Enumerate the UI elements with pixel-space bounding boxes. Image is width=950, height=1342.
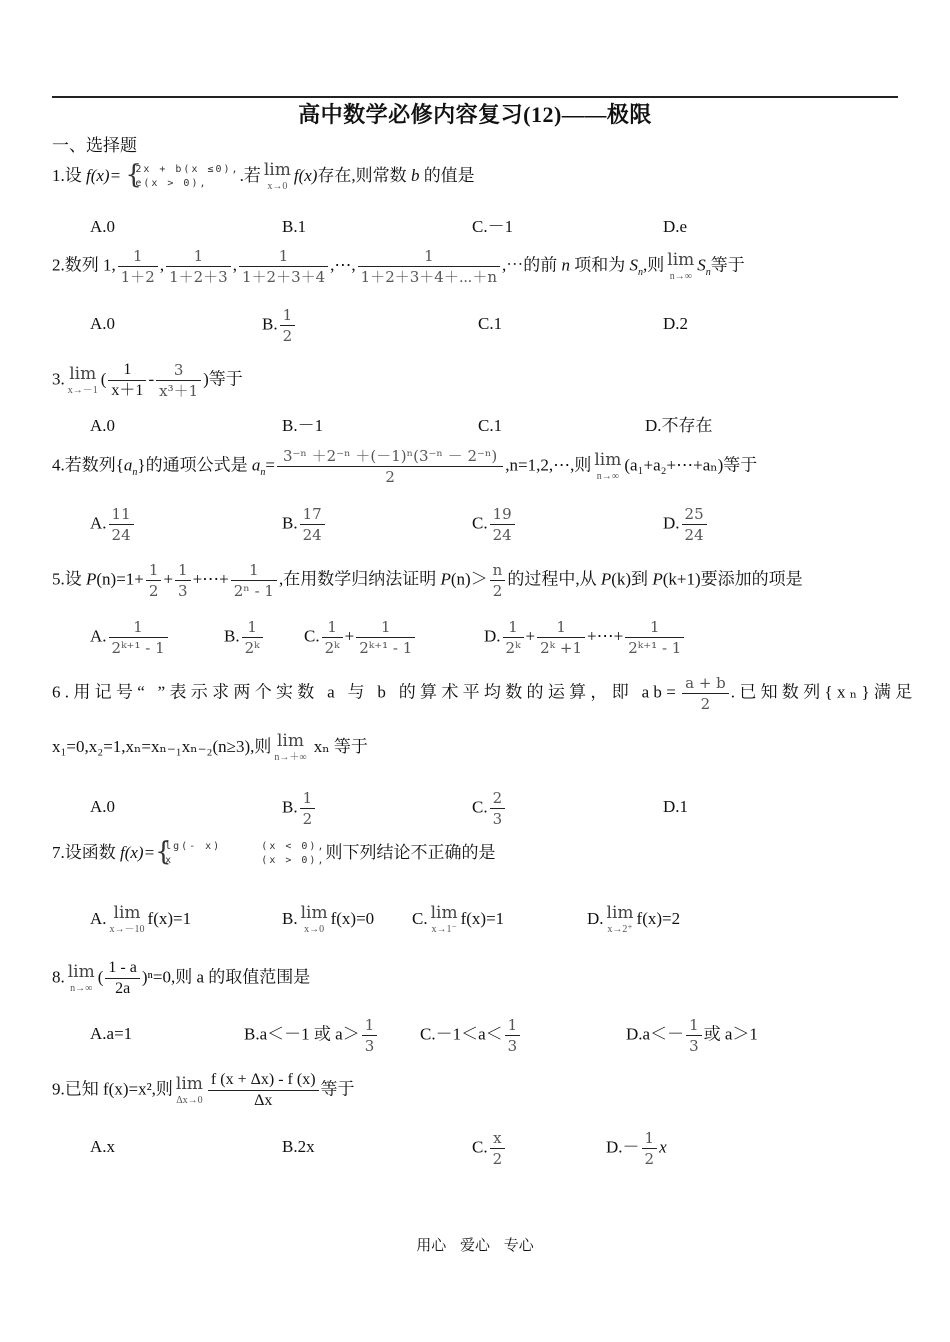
q1-option-c[interactable]: C.－1 — [472, 217, 514, 236]
q4-option-d[interactable]: D. $\frac{25}{24}$ — [663, 504, 709, 545]
fraction: $\frac{1}{1+2}$ — [118, 246, 158, 287]
q6-option-c[interactable]: C. $\frac{2}{3}$ — [472, 788, 507, 829]
q7-option-b[interactable]: B. lim x→0 f(x)=0 — [282, 903, 375, 935]
q9-option-a[interactable]: A.x — [90, 1137, 116, 1156]
piecewise-function: { lg(- x) (x < 0), x (x > 0), — [155, 840, 325, 868]
page-title: 高中数学必修内容复习(12)——极限 — [298, 102, 652, 127]
q2-option-b[interactable]: B. $\frac{1}{2}$ — [262, 305, 297, 346]
q2-option-d[interactable]: D.2 — [663, 314, 689, 333]
piecewise-function: { 2x + b(x ≤0), e(x > 0), — [125, 163, 239, 191]
limit-symbol: lim n→∞ — [667, 249, 695, 282]
fraction: $\frac{1}{1+2+3}$ — [166, 246, 231, 287]
q5-option-a[interactable]: A. $\frac{1}{\text{2ᵏ⁺¹ - 1}}$ — [90, 617, 170, 658]
question-4: 4.若数列$\{a_n\}$的通项公式是 $a_n=$ $\frac{\text{3⁻ⁿ ＋2⁻ⁿ ＋(－1)ⁿ(3⁻ⁿ － 2⁻ⁿ)}}{2}$ ,n=1,2,⋯,则 lim n→∞ (a₁+a₂+⋯+aₙ)等于 — [52, 447, 758, 486]
q6-option-d[interactable]: D.1 — [663, 797, 689, 816]
q1-option-d[interactable]: D.e — [663, 217, 688, 236]
q9-option-c[interactable]: C. $\frac{x}{2}$ — [472, 1128, 507, 1169]
q9-option-b[interactable]: B.2x — [282, 1137, 315, 1156]
q3-option-b[interactable]: B.－1 — [282, 416, 324, 435]
question-2: 2.数列 1, $\frac{1}{1+2}$ , $\frac{1}{1+2+3}$ , $\frac{1}{1+2+3+4}$ ,⋯, $\frac{1}{1+2+3+4+\cdots+n}$ ,⋯的前 n 项和为 $S_n$,则 lim n→∞ $S_n$等于 — [52, 247, 745, 286]
q3-option-d[interactable]: D.不存在 — [645, 416, 713, 435]
q5-option-c[interactable]: C. $\frac{1}{\text{2ᵏ}}$ + $\frac{1}{\text{2ᵏ⁺¹ - 1}}$ — [304, 617, 417, 658]
q8-option-c[interactable]: C.－1＜a＜ $\frac{1}{3}$ — [420, 1015, 522, 1056]
question-1: 1.设 f(x)= { 2x + b(x ≤0), e(x > 0), .若 lim x→0 f(x)存在,则常数 b 的值是 — [52, 162, 475, 192]
q6-option-a[interactable]: A.0 — [90, 797, 116, 816]
q2-option-c[interactable]: C.1 — [478, 314, 503, 333]
q1-option-a[interactable]: A.0 — [90, 217, 116, 236]
limit-symbol: lim n→∞ — [594, 449, 622, 482]
q4-option-b[interactable]: B. $\frac{17}{24}$ — [282, 504, 327, 545]
q8-option-a[interactable]: A.a=1 — [90, 1024, 133, 1043]
q5-option-d[interactable]: D. $\frac{1}{\text{2ᵏ}}$ + $\frac{1}{\text{2ᵏ +1}}$ +⋯+ $\frac{1}{\text{2ᵏ⁺¹ - 1}}$ — [484, 617, 686, 658]
question-5: 5.设 P(n)=1+ $\frac{1}{2}$ + $\frac{1}{3}$ +⋯+ $\frac{1}{\text{2ⁿ - 1}}$ ,在用数学归纳法证明 P(n)＞ $\frac{n}{2}$ 的过程中,从 P(k)到 P(k+1)要添加的项是 — [52, 561, 803, 600]
fraction: $\frac{1}{1+2+3+4+\cdots+n}$ — [358, 246, 500, 287]
limit-symbol: lim Δx→0 — [175, 1073, 203, 1106]
page-footer: 用心 爱心 专心 — [416, 1238, 534, 1254]
q8-option-d[interactable]: D.a＜－ $\frac{1}{3}$ 或 a＞1 — [626, 1016, 758, 1055]
section-heading: 一、选择题 — [52, 136, 137, 155]
q4-option-a[interactable]: A. $\frac{11}{24}$ — [90, 504, 136, 545]
q7-option-c[interactable]: C. lim x→1⁻ f(x)=1 — [412, 903, 505, 935]
q3-option-a[interactable]: A.0 — [90, 416, 116, 435]
question-7: 7.设函数 f(x)= { lg(- x) (x < 0), x (x > 0), 则下列结论不正确的是 — [52, 840, 495, 868]
limit-symbol: lim n→∞ — [67, 961, 95, 994]
question-6: 6.用记号“ ”表示求两个实数 a 与 b 的算术平均数的运算，即 ab= $\frac{a + b}{2}$ .已知数列{xₙ}满足 — [52, 674, 917, 713]
limit-symbol: lim x→－1 — [67, 363, 98, 396]
q7-option-d[interactable]: D. lim x→2⁺ f(x)=2 — [587, 903, 681, 935]
q2-option-a[interactable]: A.0 — [90, 314, 116, 333]
q3-option-c[interactable]: C.1 — [478, 416, 503, 435]
question-6-line-2: x₁=0,x₂=1,xₙ=xₙ₋₁xₙ₋₂(n≥3),则 lim n→＋∞ xₙ 等于 — [52, 731, 368, 763]
q6-option-b[interactable]: B. $\frac{1}{2}$ — [282, 788, 317, 829]
q1-option-b[interactable]: B.1 — [282, 217, 307, 236]
limit-symbol: lim x→0 — [263, 160, 291, 192]
fraction: $\frac{1}{1+2+3+4}$ — [239, 246, 328, 287]
limit-symbol: lim n→＋∞ — [274, 731, 307, 763]
question-9: 9.已知 f(x)=x²,则 lim Δx→0 $\frac{f (x + \Delta x) - f (x)}{\Delta x}$ 等于 — [52, 1071, 355, 1109]
q5-option-b[interactable]: B. $\frac{1}{\text{2ᵏ}}$ — [224, 617, 265, 658]
q8-option-b[interactable]: B.a＜－1 或 a＞ $\frac{1}{3}$ — [244, 1015, 379, 1056]
q4-option-c[interactable]: C. $\frac{19}{24}$ — [472, 504, 517, 545]
q7-option-a[interactable]: A. lim x→－10 f(x)=1 — [90, 903, 192, 935]
question-3: 3. lim x→－1 ( $\frac{1}{x+1}$ - $\frac{3}{\text{x³＋1}}$ )等于 — [52, 361, 243, 400]
q9-option-d[interactable]: D.－ $\frac{1}{2}$ x — [606, 1129, 667, 1168]
question-8: 8. lim n→∞ ( $\frac{1 - a}{2a}$ )ⁿ=0,则 a 的取值范围是 — [52, 959, 311, 997]
